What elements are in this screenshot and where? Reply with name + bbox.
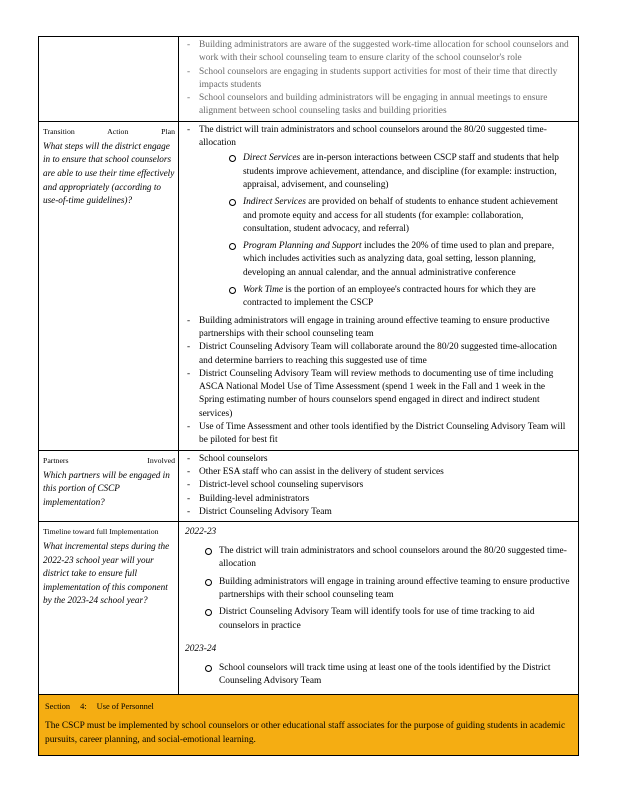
step-item: School counselors will track time using at least one of the tools identified by the District Counseling Advisory Team	[205, 662, 572, 689]
transition-heading: Transition Action Plan	[43, 126, 175, 136]
section-label: Section	[45, 702, 71, 712]
definition-text: are in-person interactions between CSCP staff and students that help students improve achievement, attendance, and discipline (for example: instruction, appraisal, advisement, and counseling)	[243, 153, 559, 190]
year2-steps	[185, 662, 572, 689]
list-item: - School counselors	[185, 453, 572, 466]
list-item: - Building-level administrators	[185, 493, 572, 506]
section-name: Use of Personnel	[96, 702, 154, 712]
definition-text: are provided on behalf of students to enhance student achievement and promote equity and access for all students (for example: collaboration, consultation, student advocacy, and referral)	[243, 197, 558, 234]
row-partners	[39, 450, 579, 521]
section-4-header	[39, 695, 579, 756]
partners-list	[185, 453, 572, 519]
definition-term: Direct Services	[243, 153, 301, 164]
year1-steps	[185, 545, 572, 633]
definition-term: Indirect Services	[243, 197, 306, 208]
list-item: - District Counseling Advisory Team	[185, 506, 572, 519]
timeline-heading: Timeline toward full Implementation	[43, 527, 159, 537]
partners-question: Which partners will be engaged in this portion of CSCP implementation?	[43, 469, 170, 507]
definition-item	[229, 152, 572, 192]
list-item	[185, 124, 572, 311]
plan-table	[38, 36, 579, 756]
row-continued-content-cell	[179, 37, 579, 122]
transition-content-cell	[179, 121, 579, 450]
section-description: The CSCP must be implemented by school counselors or other educational staff associates for the purpose of guiding students in academic pursuits, career planning, and social-emotional learning.	[45, 721, 566, 746]
partners-content-cell	[179, 450, 579, 521]
row-transition-plan	[39, 121, 579, 450]
partners-label-cell	[39, 450, 179, 521]
list-item: - Use of Time Assessment and other tools identified by the District Counseling Advisory Team will be piloted for best fit	[185, 421, 572, 448]
transition-label-cell	[39, 121, 179, 450]
list-item: - School counselors and building administrators will be engaging in annual meetings to ensure alignment between school counseling tasks and building priorities	[185, 92, 572, 119]
year-label: 2022-23	[185, 527, 217, 538]
timeline-content-cell	[179, 522, 579, 695]
section-number: 4:	[80, 702, 87, 712]
definition-item	[229, 284, 572, 311]
step-item: Building administrators will engage in training around effective teaming to ensure productive partnerships with their school counseling team	[205, 576, 572, 603]
definition-item	[229, 196, 572, 236]
section-4-cell	[39, 695, 579, 756]
row-timeline	[39, 522, 579, 695]
list-item: - Other ESA staff who can assist in the delivery of student services	[185, 466, 572, 479]
timeline-label-cell	[39, 522, 179, 695]
list-item: - District Counseling Advisory Team will collaborate around the 80/20 suggested time-allocation and determine barriers to reaching this suggested use of time	[185, 341, 572, 368]
list-item: - Building administrators are aware of the suggested work-time allocation for school counselors and work with their school counseling team to ensure clarity of the school counselor's role	[185, 39, 572, 66]
timeline-question: What incremental steps during the 2022-23 school year will your district take to ensure full implementation of this component by the 2023-24 school year?	[43, 541, 170, 606]
partners-heading: Partners Involved	[43, 455, 175, 465]
step-item: District Counseling Advisory Team will identify tools for use of time tracking to aid counselors in practice	[205, 606, 572, 633]
definition-text: is the portion of an employee's contracted hours for which they are contracted to implement the CSCP	[243, 285, 536, 309]
year-label: 2023-24	[185, 643, 217, 654]
definition-item	[229, 240, 572, 280]
step-item: The district will train administrators and school counselors around the 80/20 suggested time-allocation	[205, 545, 572, 572]
list-item: - School counselors are engaging in students support activities for most of their time that directly impacts students	[185, 66, 572, 93]
definition-text: includes the 20% of time used to plan and prepare, which includes activities such as analyzing data, goal setting, lesson planning, developing an annual calendar, and the annual administrative conference	[243, 241, 555, 278]
indicator-list	[185, 39, 572, 119]
row-continued	[39, 37, 579, 122]
list-item-text: The district will train administrators and school counselors around the 80/20 suggested time-allocation	[199, 124, 547, 149]
definition-term: Program Planning and Support	[243, 241, 362, 252]
transition-question: What steps will the district engage in to ensure that school counselors are able to use their time effectively and appropriately (according to use-of-time guidelines)?	[43, 140, 175, 206]
definition-term: Work Time	[243, 285, 284, 296]
row-continued-label-cell	[39, 37, 179, 122]
list-item: - District Counseling Advisory Team will review methods to documenting use of time including ASCA National Model Use of Time Assessment (spend 1 week in the Fall and 1 week in the Spring estimating number of hours counselors spend engaged in direct and indirect student services)	[185, 368, 572, 421]
service-definitions	[199, 152, 572, 310]
list-item: - Building administrators will engage in training around effective teaming to ensure productive partnerships with their school counseling team	[185, 315, 572, 342]
section-title	[45, 697, 572, 713]
transition-list	[185, 124, 572, 448]
list-item: - District-level school counseling supervisors	[185, 479, 572, 492]
